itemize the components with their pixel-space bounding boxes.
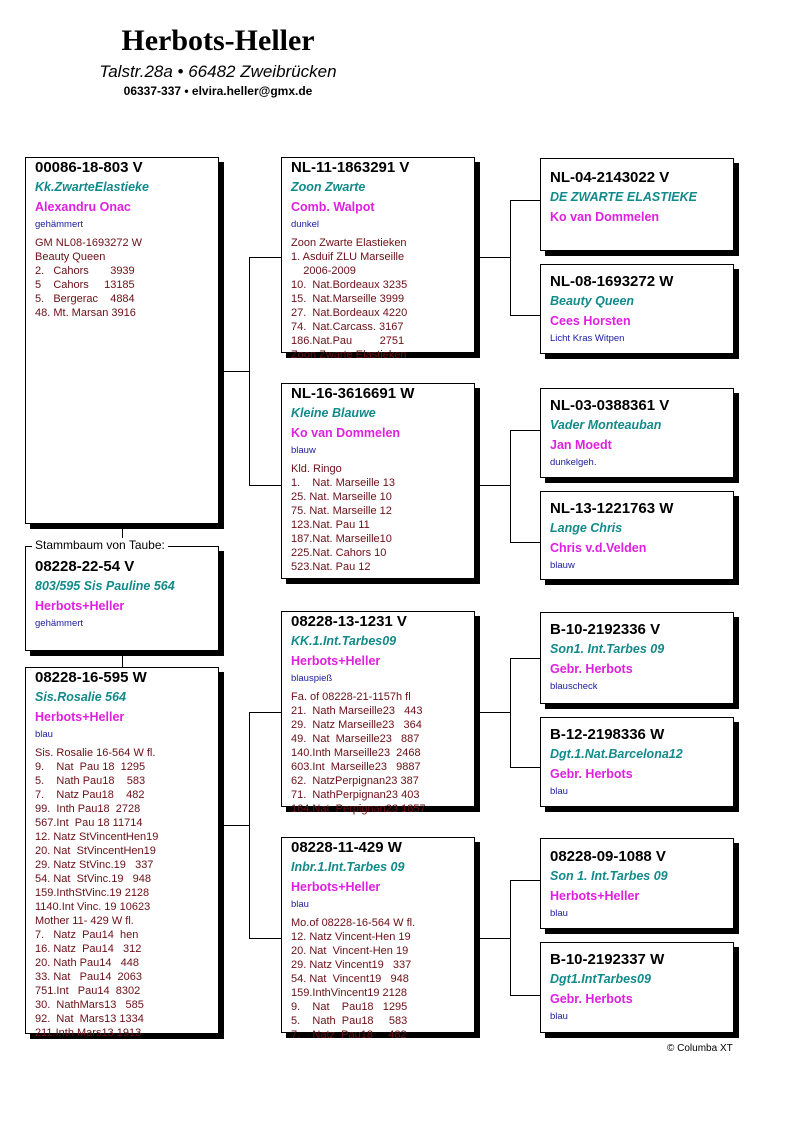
subject-card — [25, 546, 219, 651]
performance-line: 54. Nat Vincent19 948 — [291, 973, 409, 985]
performance-line: 751.Int Pau14 8302 — [35, 985, 141, 997]
performance-line: Mo.of 08228-16-564 W fl. — [291, 917, 416, 929]
bird-color: blauw — [550, 560, 575, 571]
sd-sds-connector — [510, 430, 540, 431]
subject-dam-connector — [122, 651, 123, 667]
performance-line: 9. Nat Pau 18 1295 — [35, 761, 146, 773]
dsd-card — [540, 717, 734, 807]
bird-name: DE ZWARTE ELASTIEKE — [550, 190, 698, 204]
bird-name: Sis.Rosalie 564 — [35, 690, 127, 704]
dd-dds-connector — [510, 880, 540, 881]
performance-line: 5. Bergerac 4884 — [35, 293, 135, 305]
bird-name: Dgt.1.Nat.Barcelona12 — [550, 747, 683, 761]
performance-line: 62. NatzPerpignan23 387 — [291, 775, 419, 787]
sd-connector — [474, 485, 510, 486]
sire-connector — [219, 371, 249, 372]
bird-color: blau — [550, 786, 568, 797]
owner-name: Herbots+Heller — [291, 880, 381, 894]
performance-line: 29. Natz StVinc.19 337 — [35, 859, 154, 871]
performance-line: 29. Natz Marseille23 364 — [291, 719, 422, 731]
performance-line: 12. Natz StVincentHen19 — [35, 831, 159, 843]
owner-name: Chris v.d.Velden — [550, 541, 647, 555]
performance-line: 20. Nat Vincent-Hen 19 — [291, 945, 409, 957]
ds-card — [281, 611, 475, 815]
performance-line: 186.Nat.Pau 2751 — [291, 335, 405, 347]
copyright: © Columba XT — [667, 1043, 733, 1054]
bird-color: blauw — [291, 445, 316, 456]
performance-line: 33. Nat Pau14 2063 — [35, 971, 143, 983]
performance-line: 211.Inth Mars13 1913 — [35, 1027, 142, 1039]
performance-line: 187.Nat. Marseille10 — [291, 533, 392, 545]
sire-sd-connector — [249, 485, 281, 486]
bird-name: Beauty Queen — [550, 294, 635, 308]
bird-color: blau — [35, 729, 53, 740]
performance-line: 49. Nat Marseille23 887 — [291, 733, 420, 745]
performance-line: 123.Nat. Pau 11 — [291, 519, 370, 531]
ring-number: 08228-09-1088 V — [550, 848, 666, 865]
owner-name: Gebr. Herbots — [550, 662, 633, 676]
bird-name: Vader Monteauban — [550, 418, 662, 432]
ds-dss-connector — [510, 658, 540, 659]
ddd-card — [540, 942, 734, 1033]
bird-color: blau — [291, 899, 309, 910]
ring-number: B-10-2192337 W — [550, 951, 665, 968]
bird-name: 803/595 Sis Pauline 564 — [35, 579, 175, 593]
sd-sdd-connector — [510, 542, 540, 543]
performance-line: GM NL08-1693272 W — [35, 237, 142, 249]
performance-line: 1140.Int Vinc. 19 10623 — [35, 901, 151, 913]
dd-branch — [510, 880, 511, 995]
bird-name: Inbr.1.Int.Tarbes 09 — [291, 860, 405, 874]
bird-color: blau — [550, 1011, 568, 1022]
sire-branch — [249, 257, 250, 485]
performance-line: 20. Nath Pau14 448 — [35, 957, 139, 969]
bird-name: KK.1.Int.Tarbes09 — [291, 634, 397, 648]
breeder-address: Talstr.28a • 66482 Zweibrücken — [99, 62, 337, 81]
sire-card — [25, 157, 219, 524]
owner-name: Cees Horsten — [550, 314, 631, 328]
owner-name: Comb. Walpot — [291, 200, 375, 214]
performance-line: 75. Nat. Marseille 12 — [291, 505, 392, 517]
dss-card — [540, 612, 734, 704]
ring-number: B-12-2198336 W — [550, 726, 665, 743]
ss-branch — [510, 200, 511, 315]
bird-color: blauspieß — [291, 673, 333, 684]
ss-ssd-connector — [510, 315, 540, 316]
bird-color: gehämmert — [35, 618, 84, 629]
ds-dsd-connector — [510, 767, 540, 768]
owner-name: Herbots+Heller — [291, 654, 381, 668]
bird-name: Lange Chris — [550, 521, 623, 535]
dam-connector — [219, 825, 249, 826]
bird-name: Zoon Zwarte — [291, 180, 366, 194]
bird-color: blau — [550, 908, 568, 919]
sd-branch — [510, 430, 511, 542]
performance-line: 603.Int Marseille23 9887 — [291, 761, 421, 773]
performance-line: 9. Nat Pau18 1295 — [291, 1001, 408, 1013]
performance-line: Mother 11- 429 W fl. — [35, 915, 134, 927]
breeder-name: Herbots-Heller — [121, 24, 315, 57]
performance-line: 5. Nath Pau18 583 — [35, 775, 146, 787]
performance-notes — [35, 236, 210, 320]
performance-line: 1. Asduif ZLU Marseille — [291, 251, 405, 263]
performance-line: 7. Natz Pau18 482 — [35, 789, 145, 801]
performance-line: 99. Inth Pau18 2728 — [35, 803, 141, 815]
ring-number: NL-08-1693272 W — [550, 273, 674, 290]
bird-color: dunkel — [291, 219, 319, 230]
ss-sss-connector — [510, 200, 540, 201]
dd-ddd-connector — [510, 995, 540, 996]
ring-number: 08228-22-54 V — [35, 558, 135, 575]
dd-card — [281, 837, 475, 1041]
owner-name: Ko van Dommelen — [291, 426, 401, 440]
performance-line: 225.Nat. Cahors 10 — [291, 547, 387, 559]
owner-name: Gebr. Herbots — [550, 992, 633, 1006]
bird-color: Licht Kras Witpen — [550, 333, 625, 344]
performance-line: 1. Nat. Marseille 13 — [291, 477, 395, 489]
owner-name: Herbots+Heller — [550, 889, 640, 903]
performance-line: 48. Mt. Marsan 3916 — [35, 307, 136, 319]
owner-name: Alexandru Onac — [35, 200, 131, 214]
ds-connector — [474, 712, 510, 713]
bird-name: Son1. Int.Tarbes 09 — [550, 642, 665, 656]
ring-number: 08228-13-1231 V — [291, 613, 407, 630]
ssd-card — [540, 264, 734, 354]
performance-line: 2006-2009 — [291, 265, 356, 277]
performance-line: 92. Nat Mars13 1334 — [35, 1013, 144, 1025]
bird-name: Dgt1.IntTarbes09 — [550, 972, 651, 986]
performance-line: 21. Nath Marseille23 443 — [291, 705, 423, 717]
performance-line: 7. Natz Pau18 482 — [291, 1029, 407, 1041]
bird-color: dunkelgeh. — [550, 457, 597, 468]
pedigree-label: Stammbaum von Taube: — [32, 538, 168, 552]
performance-line: 523.Nat. Pau 12 — [291, 561, 371, 573]
sd-card — [281, 383, 475, 579]
performance-line: 30. NathMars13 585 — [35, 999, 144, 1011]
performance-line: Zoon Zwarte Elastieken — [291, 349, 407, 361]
sdd-card — [540, 491, 734, 580]
dam-dd-connector — [249, 938, 281, 939]
sds-card — [540, 388, 734, 478]
performance-line: 12. Natz Vincent-Hen 19 — [291, 931, 411, 943]
performance-line: 159.InthVincent19 2128 — [291, 987, 408, 999]
performance-line: 2. Cahors 3939 — [35, 265, 135, 277]
performance-line: Sis. Rosalie 16-564 W fl. — [35, 747, 156, 759]
performance-line: 25. Nat. Marseille 10 — [291, 491, 392, 503]
performance-line: 10. Nat.Bordeaux 3235 — [291, 279, 408, 291]
ring-number: 08228-16-595 W — [35, 669, 147, 686]
sire-ss-connector — [249, 257, 281, 258]
ring-number: NL-13-1221763 W — [550, 500, 674, 517]
dam-branch — [249, 712, 250, 938]
performance-line: 71. NathPerpignan23 403 — [291, 789, 420, 801]
performance-line: 164.Nat Perpignan23 1857 — [291, 803, 426, 815]
bird-name: Kk.ZwarteElastieke — [35, 180, 149, 194]
performance-line: 20. Nat StVincentHen19 — [35, 845, 156, 857]
bird-name: Son 1. Int.Tarbes 09 — [550, 869, 668, 883]
bird-name: Kleine Blauwe — [291, 406, 376, 420]
dam-ds-connector — [249, 712, 281, 713]
performance-line: 74. Nat.Carcass. 3167 — [291, 321, 404, 333]
ring-number: NL-04-2143022 V — [550, 169, 670, 186]
performance-line: 29. Natz Vincent19 337 — [291, 959, 412, 971]
owner-name: Jan Moedt — [550, 438, 612, 452]
bird-color: blauscheck — [550, 681, 598, 692]
ring-number: 00086-18-803 V — [35, 159, 143, 176]
ring-number: NL-03-0388361 V — [550, 397, 670, 414]
sss-card — [540, 158, 734, 251]
performance-line: 5 Cahors 13185 — [35, 279, 135, 291]
performance-line: Beauty Queen — [35, 251, 106, 263]
performance-line: 27. Nat.Bordeaux 4220 — [291, 307, 408, 319]
bird-color: gehämmert — [35, 219, 84, 230]
breeder-contact: 06337-337 • elvira.heller@gmx.de — [123, 84, 313, 98]
performance-line: 15. Nat.Marseille 3999 — [291, 293, 405, 305]
ring-number: 08228-11-429 W — [291, 839, 402, 856]
owner-name: Ko van Dommelen — [550, 210, 660, 224]
performance-notes — [35, 746, 210, 1040]
owner-name: Gebr. Herbots — [550, 767, 633, 781]
performance-notes — [291, 916, 466, 1042]
owner-name: Herbots+Heller — [35, 710, 125, 724]
performance-notes — [291, 690, 466, 816]
ss-connector — [474, 257, 510, 258]
performance-notes — [291, 462, 466, 574]
performance-line: 567.Int Pau 18 11714 — [35, 817, 143, 829]
ring-number: NL-11-1863291 V — [291, 159, 410, 176]
dd-connector — [474, 938, 510, 939]
dam-card — [25, 667, 219, 1039]
dds-card — [540, 838, 734, 929]
performance-line: 16. Natz Pau14 312 — [35, 943, 142, 955]
performance-line: 5. Nath Pau18 583 — [291, 1015, 408, 1027]
performance-line: Zoon Zwarte Elastieken — [291, 237, 407, 249]
performance-line: 54. Nat StVinc.19 948 — [35, 873, 151, 885]
ring-number: NL-16-3616691 W — [291, 385, 415, 402]
performance-line: Fa. of 08228-21-1157h fl — [291, 691, 411, 703]
performance-notes — [291, 236, 466, 362]
ds-branch — [510, 658, 511, 767]
ss-card — [281, 157, 475, 361]
owner-name: Herbots+Heller — [35, 599, 125, 613]
ring-number: B-10-2192336 V — [550, 621, 661, 638]
performance-line: 7. Natz Pau14 hen — [35, 929, 139, 941]
performance-line: 140.Inth Marseille23 2468 — [291, 747, 421, 759]
performance-line: Kld. Ringo — [291, 463, 342, 475]
performance-line: 159.InthStVinc.19 2128 — [35, 887, 150, 899]
